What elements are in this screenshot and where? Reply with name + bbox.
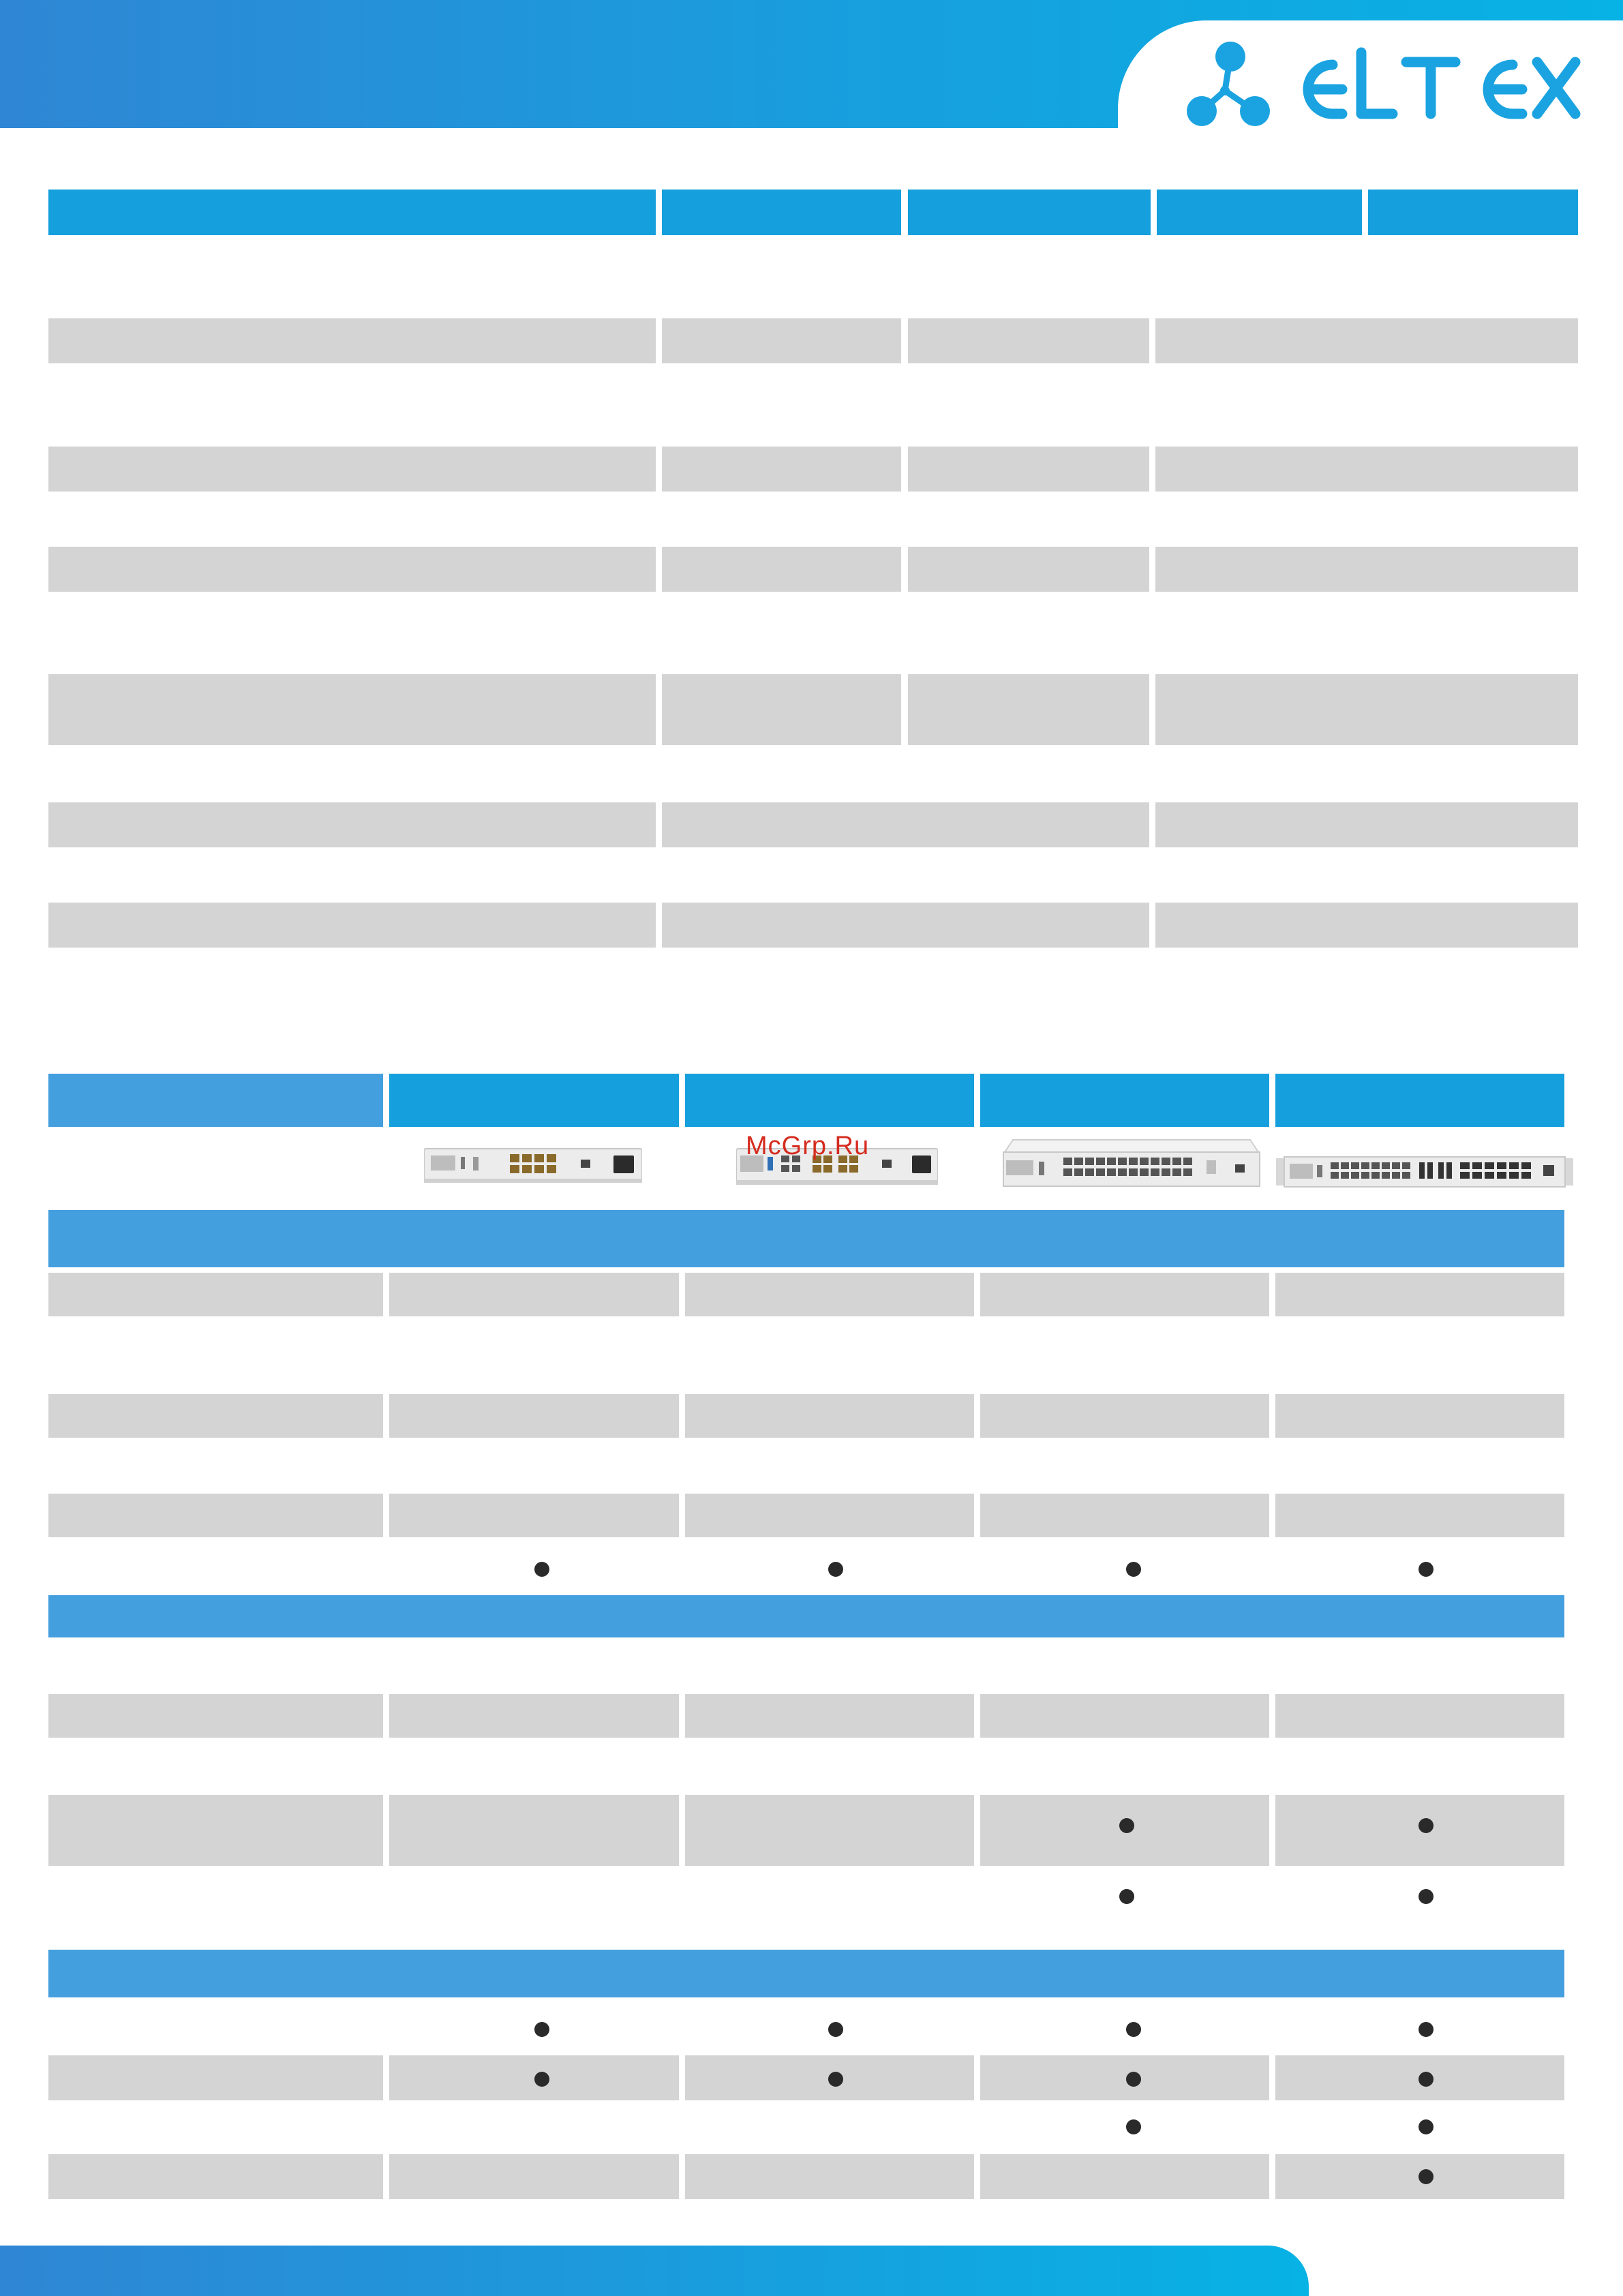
table2-row-1-cell-2: [685, 1273, 974, 1316]
table2-row-1-cell-0: [48, 1273, 383, 1316]
table1-row: [1155, 903, 1578, 948]
device-3-icon: [1002, 1137, 1261, 1192]
table2-header-cell-0: [48, 1074, 383, 1127]
table1-row: [1155, 802, 1578, 847]
table2-row-13-cell-3: [980, 2055, 1269, 2100]
table1-row: [662, 447, 901, 492]
table1-row: [662, 547, 901, 592]
table2-row-5-cell-2: [685, 1494, 974, 1537]
table2-row-3-cell-1: [389, 1394, 679, 1438]
table2-row-8-cell-1: [389, 1694, 679, 1738]
feature-dot-icon: [534, 2022, 549, 2037]
table1-row: [48, 547, 656, 592]
table2-row-8-cell-0: [48, 1694, 383, 1738]
table1-row: [908, 318, 1149, 363]
table2-row-15-cell-2: [685, 2154, 974, 2199]
table2-row-1-cell-4: [1275, 1273, 1564, 1316]
table1-row: [48, 318, 656, 363]
table1-row: [1155, 547, 1578, 592]
table1-row: [662, 674, 901, 745]
section-header-1: [48, 1210, 1564, 1267]
feature-dot-icon: [1419, 2169, 1434, 2184]
table1-header-cell-0: [48, 190, 656, 235]
feature-dot-icon: [828, 2022, 843, 2037]
table2-row-10-cell-2: [685, 1795, 974, 1866]
device-4-icon: [1276, 1155, 1573, 1190]
feature-dot-icon: [1126, 1562, 1141, 1577]
table2-row-3-cell-4: [1275, 1394, 1564, 1438]
table1-row: [48, 674, 656, 745]
section-header-3: [48, 1950, 1564, 1997]
table2-row-5-cell-4: [1275, 1494, 1564, 1537]
table2-header-cell-3: [980, 1074, 1269, 1127]
table2-row-13-cell-0: [48, 2055, 383, 2100]
table2-row-8-cell-4: [1275, 1694, 1564, 1738]
table1-row: [662, 903, 1149, 948]
table2-row-5-cell-3: [980, 1494, 1269, 1537]
feature-dot-icon: [1119, 1889, 1134, 1904]
table1-header-cell-2: [908, 190, 1151, 235]
feature-dot-icon: [1126, 2072, 1141, 2087]
table1-row: [48, 802, 656, 847]
table2-header-cell-1: [389, 1074, 679, 1127]
table1-header-cell-4: [1368, 190, 1578, 235]
table2-row-15-cell-0: [48, 2154, 383, 2199]
table1-row: [1155, 318, 1578, 363]
table1-row: [662, 802, 1149, 847]
feature-dot-icon: [828, 1562, 843, 1577]
table2-row-10-cell-1: [389, 1795, 679, 1866]
table2-row-8-cell-3: [980, 1694, 1269, 1738]
table1-header-cell-1: [662, 190, 901, 235]
table2-header-cell-2: [685, 1074, 974, 1127]
table1-row: [908, 447, 1149, 492]
section-header-2: [48, 1595, 1564, 1637]
table1-row: [1155, 447, 1578, 492]
table1-row: [1155, 674, 1578, 745]
feature-dot-icon: [828, 2072, 843, 2087]
table2-header-cell-4: [1275, 1074, 1564, 1127]
table2-row-3-cell-3: [980, 1394, 1269, 1438]
feature-dot-icon: [1419, 2022, 1434, 2037]
feature-dot-icon: [1419, 1562, 1434, 1577]
table2-row-1-cell-1: [389, 1273, 679, 1316]
eltex-logo: [1176, 37, 1585, 133]
table2-row-15-cell-3: [980, 2154, 1269, 2199]
table1-row: [48, 447, 656, 492]
bottom-banner: [0, 2246, 1309, 2296]
table2-row-1-cell-3: [980, 1273, 1269, 1316]
feature-dot-icon: [1419, 2119, 1434, 2134]
table2-row-3-cell-0: [48, 1394, 383, 1438]
table1-row: [908, 547, 1149, 592]
table1-row: [662, 318, 901, 363]
table2-row-10-cell-0: [48, 1795, 383, 1866]
table1-header-cell-3: [1157, 190, 1362, 235]
table2-row-5-cell-1: [389, 1494, 679, 1537]
table2-row-15-cell-1: [389, 2154, 679, 2199]
feature-dot-icon: [1419, 1889, 1434, 1904]
feature-dot-icon: [1126, 2119, 1141, 2134]
feature-dot-icon: [1419, 2072, 1434, 2087]
feature-dot-icon: [534, 2072, 549, 2087]
feature-dot-icon: [1419, 1818, 1434, 1833]
table2-row-3-cell-2: [685, 1394, 974, 1438]
table1-row: [908, 674, 1149, 745]
feature-dot-icon: [1126, 2022, 1141, 2037]
table2-row-5-cell-0: [48, 1494, 383, 1537]
feature-dot-icon: [1119, 1818, 1134, 1833]
feature-dot-icon: [534, 1562, 549, 1577]
table2-row-8-cell-2: [685, 1694, 974, 1738]
device-1-icon: [424, 1147, 642, 1184]
watermark-text: McGrp.Ru: [746, 1132, 870, 1160]
table1-row: [48, 903, 656, 948]
